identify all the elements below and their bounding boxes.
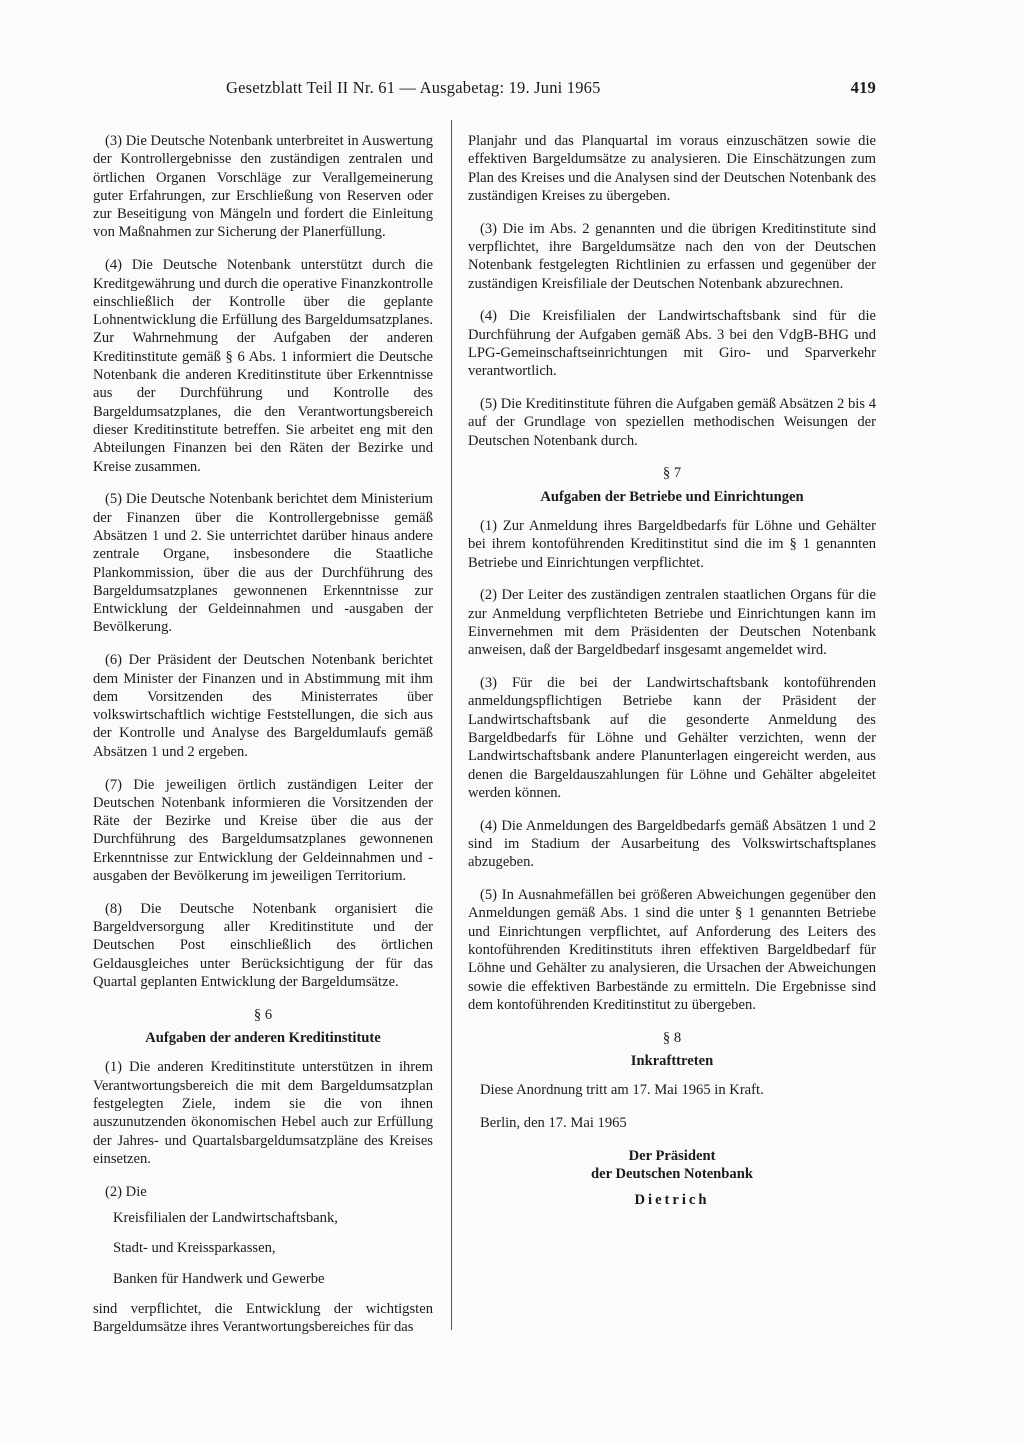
left-column bbox=[93, 132, 433, 1344]
paragraph-7-3: (3) Für die bei der Landwirtschaftsbank kontoführenden anmeldungspflichtigen Betriebe kann der Präsident der Landwirtschaftsbank auf die gesonderte Anmeldung des Bargeldbedarfs für Löhne und Gehälter verzichten, wenn der Landwirtschaftsbank andere Planunterlagen eingereicht werden, aus denen die Bargeldauszahlungen für Löhne und Gehälter abgeleitet werden können. bbox=[468, 675, 876, 801]
paragraph-5-6: (6) Der Präsident der Deutschen Notenbank berichtet dem Minister der Finanzen und in Abstimmung mit ihm dem Vorsitzenden des Ministerrates über volkswirtschaftlich wichtige Feststellungen, die sich aus der Kontrolle und Analyse des Bargeldumlaufs gemäß Absätzen 1 und 2 ergeben. bbox=[93, 652, 433, 760]
section-8-title: Inkrafttreten bbox=[630, 1052, 714, 1069]
header-title: Gesetzblatt Teil II Nr. 61 — Ausgabetag: 19. Juni 1965 bbox=[226, 78, 601, 97]
right-column bbox=[468, 132, 876, 1224]
paragraph-6-2-continued: Planjahr und das Planquartal im voraus einzuschätzen sowie die effektiven Bargeldumsätze zu analysieren. Die Einschätzungen zum Plan des Kreises und die Analysen sind der Deutschen Notenbank des zuständigen Kreises zu übergeben. bbox=[468, 133, 876, 204]
paragraph-6-2-rest: sind verpflichtet, die Entwicklung der wichtigsten Bargeldumsätze ihres Verantwortungsbereiches für das bbox=[93, 1300, 433, 1336]
page-header bbox=[226, 78, 876, 102]
paragraph-7-2: (2) Der Leiter des zuständigen zentralen staatlichen Organs für die zur Anmeldung verpflichteten Betriebe und Einrichtungen kann im Einvernehmen mit dem Präsidenten der Deutschen Notenbank anweisen, daß der Bargeldbedarf insgesamt angemeldet wird. bbox=[468, 587, 876, 659]
paragraph-8-1: Diese Anordnung tritt am 17. Mai 1965 in Kraft. bbox=[480, 1082, 764, 1099]
paragraph-6-3: (3) Die im Abs. 2 genannten und die übrigen Kreditinstitute sind verpflichtet, ihre Bargeldumsätze nach den von der Deutschen Notenbank festgelegten Richtlinien zu erfassen und gegenüber der zuständigen Kreisfiliale der Deutschen Notenbank abzurechnen. bbox=[468, 220, 876, 292]
paragraph-5-7: (7) Die jeweiligen örtlich zuständigen Leiter der Deutschen Notenbank informieren die Vorsitzenden der Räte der Bezirke und Kreise über die aus der Durchführung des Bargeldumsatzplanes gewonnenen Erkenntnisse zur Entwicklung der Geldeinnahmen und -ausgaben der Bevölkerung im jeweiligen Territorium. bbox=[93, 776, 433, 884]
paragraph-6-5: (5) Die Kreditinstitute führen die Aufgaben gemäß Absätzen 2 bis 4 auf der Grundlage von speziellen methodischen Weisungen der Deutschen Notenbank durch. bbox=[468, 396, 876, 449]
section-6-title: Aufgaben der anderen Kreditinstitute bbox=[145, 1030, 381, 1047]
paragraph-5-8: (8) Die Deutsche Notenbank organisiert die Bargeldversorgung aller Kreditinstitute und der Deutschen Post einschließlich des örtlichen Geldausgleiches unter Berücksichtigung der für das Quartal geplanten Entwicklung der Bargeldumsätze. bbox=[93, 900, 433, 990]
paragraph-7-1: (1) Zur Anmeldung ihres Bargeldbedarfs für Löhne und Gehälter bei ihrem kontoführenden Kreditinstitut sind die im § 1 genannten Betriebe und Einrichtungen verpflichtet. bbox=[468, 518, 876, 571]
section-7-title: Aufgaben der Betriebe und Einrichtungen bbox=[540, 488, 804, 505]
signature-name: Dietrich bbox=[634, 1192, 710, 1209]
section-6-number: § 6 bbox=[253, 1006, 273, 1023]
section-8-number: § 8 bbox=[662, 1029, 682, 1046]
paragraph-5-4: (4) Die Deutsche Notenbank unterstützt durch die Kreditgewährung und durch die operative Finanzkontrolle einschließlich der Kontrolle über die geplante Lohnentwicklung die Erfüllung des Bargeldumsatzplanes. Zur Wahrnehmung der Aufgaben der anderen Kreditinstitute gemäß § 6 Abs. 1 informiert die Deutsche Notenbank die anderen Kreditinstitute über Erkenntnisse aus der Durchführung und Kontrolle des Bargeldumsatzplanes, die den Verantwortungsbereich dieser Kreditinstitute betreffen. Sie arbeitet eng mit den Abteilungen Finanzen bei den Räten der Bezirke und Kreise zusammen. bbox=[93, 257, 434, 475]
place-date: Berlin, den 17. Mai 1965 bbox=[480, 1115, 627, 1132]
signature-line-1: Der Präsident bbox=[628, 1147, 716, 1164]
column-divider bbox=[451, 120, 452, 1330]
paragraph-6-4: (4) Die Kreisfilialen der Landwirtschaftsbank sind für die Durchführung der Aufgaben gemäß Abs. 3 bei den VdgB-BHG und LPG-Gemeinschaftseinrichtungen mit Giro- und Sparverkehr verantwortlich. bbox=[468, 308, 876, 380]
signature-line-2: der Deutschen Notenbank bbox=[591, 1166, 753, 1183]
paragraph-5-5: (5) Die Deutsche Notenbank berichtet dem Ministerium der Finanzen über die Kontrollergebnisse gemäß Absätzen 1 und 2. Sie unterrichtet darüber hinaus andere zentrale Organe, insbesondere die Staatliche Plankommission, über die aus der Durchführung des Bargeldumsatzplanes gewonnenen Erkenntnisse zur Entwicklung der Geldeinnahmen und -ausgaben der Bevölkerung. bbox=[93, 491, 433, 636]
paragraph-6-2-intro: (2) Die bbox=[105, 1183, 147, 1200]
list-item: Banken für Handwerk und Gewerbe bbox=[113, 1270, 325, 1287]
paragraph-5-3: (3) Die Deutsche Notenbank unterbreitet in Auswertung der Kontrollergebnisse den zuständigen zentralen und örtlichen Organen Vorschläge zur Verallgemeinerung guter Erfahrungen, zur Erschließung von Reserven oder zur Beseitigung von Mängeln und fordert die Einleitung von Maßnahmen zur Sicherung der Planerfüllung. bbox=[93, 133, 433, 241]
paragraph-7-4: (4) Die Anmeldungen des Bargeldbedarfs gemäß Absätzen 1 und 2 sind im Stadium der Ausarbeitung des Volkswirtschaftsplanes abzugeben. bbox=[468, 817, 876, 871]
section-7-number: § 7 bbox=[662, 465, 682, 482]
paragraph-6-1: (1) Die anderen Kreditinstitute unterstützen in ihrem Verantwortungsbereich die mit dem Bargeldumsatzplan festgelegten Ziele, indem sie die von ihnen auszunutzenden ökonomischen Hebel auch zur Erfüllung der Jahres- und Quartalsbargeldumsatzpläne des Kreises einsetzen. bbox=[93, 1059, 433, 1167]
list-item: Kreisfilialen der Landwirtschaftsbank, bbox=[113, 1209, 338, 1226]
list-item: Stadt- und Kreissparkassen, bbox=[113, 1240, 276, 1257]
page-number: 419 bbox=[850, 78, 876, 97]
paragraph-7-5: (5) In Ausnahmefällen bei größeren Abweichungen gegenüber den Anmeldungen gemäß Abs. 1 sind die unter § 1 genannten Betriebe und Einrichtungen verpflichtet, auf Anforderung des Leiters des kontoführenden Kreditinstituts ihren effektiven Bargeldbedarf für Löhne und Gehälter zu analysieren, die Ursachen der Abweichungen sowie die effektiven Barbestände zu ermitteln. Die Ergebnisse sind dem kontoführenden Kreditinstitut zu übergeben. bbox=[468, 887, 876, 1013]
